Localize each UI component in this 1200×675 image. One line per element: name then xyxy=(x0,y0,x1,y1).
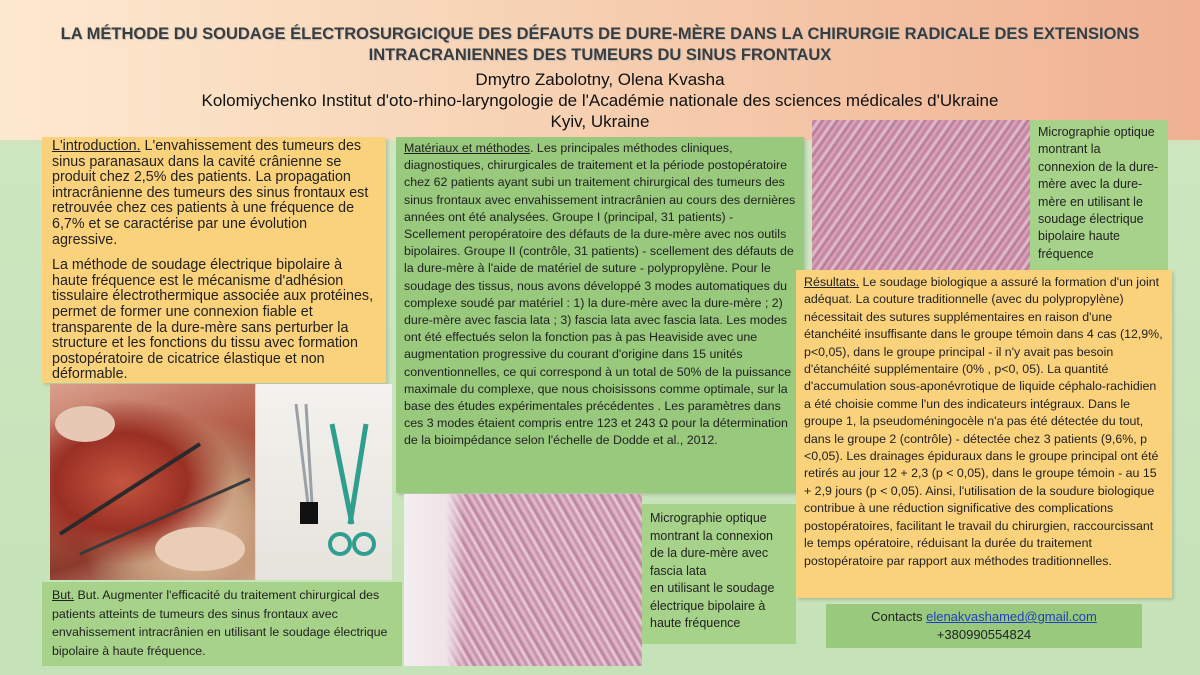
intro-heading: L'introduction. xyxy=(52,138,141,154)
micrograph-dura-dura-image xyxy=(812,120,1030,270)
results-heading: Résultats. xyxy=(804,275,860,289)
authors: Dmytro Zabolotny, Olena Kvasha xyxy=(475,70,725,89)
intro-text-1: L'envahissement des tumeurs des sinus paranasaux dans la cavité crânienne se produit chez 2,5% des patients. La propagation intracrânienne des tumeurs des sinus frontaux est retrouvée chez ces patients à une fréquence de 6,7% et se caractérise par une évolution agressive. xyxy=(52,138,369,248)
results-text: Le soudage biologique a assuré la formation d'un joint adéquat. La couture traditionnelle (avec du polypropylène) nécessitait des sutures supplémentaires en raison d'une étanchéité insuffisante dans le groupe témoin dans 4 cas (12,9%, p<0,05), dans le groupe principal - il n'y avait pas besoin d'étanchéité supplémentaire (0% , p<0, 05). La quantité d'accumulation sous-aponévrotique de liquide céphalo-rachidien a été choisie comme l'un des indicateurs intégraux. Dans le groupe 1, la pseudoméningocèle n'a pas été détectée du tout, dans le groupe 2 (contrôle) - détectée chez 3 patients (9,6%, p <0,05). Les drainages épiduraux dans le groupe principal ont été retirés au jour 12 + 2,3 (p < 0,05), dans le groupe témoin - au 15 + 2,9 jours (p < 0,05). Ainsi, l'utilisation de la soudure biologique contribue à une réduction significative des complications postopératoires, facilitant le travail du chirurgien, raccourcissant le temps opératoire, réduisant la durée du traitement postopératoire par rapport aux méthodes traditionnelles. xyxy=(804,275,1163,568)
email-link[interactable]: elenakvashamed@gmail.com xyxy=(926,609,1097,624)
micrograph-2-caption xyxy=(642,504,796,644)
city: Kyiv, Ukraine xyxy=(550,112,650,131)
phone-number: +380990554824 xyxy=(936,627,1032,642)
materials-heading: Matériaux et méthodes xyxy=(404,141,531,155)
micrograph-dura-fascia-image xyxy=(404,494,642,666)
bipolar-forceps-photo xyxy=(256,384,392,580)
introduction-box xyxy=(42,137,386,383)
poster-title: LA MÉTHODE DU SOUDAGE ÉLECTROSURGICIQUE DES DÉFAUTS DE DURE-MÈRE DANS LA CHIRURGIE RADICALE DES EXTENSIONS INTRACRANIENNES DES TUMEURS DU SINUS FRONTAUX xyxy=(60,25,1140,64)
micro2-caption-line1: Micrographie optique montrant la connexion de la dure-mère avec fascia lata xyxy=(650,511,773,578)
surgical-instruments-drawing xyxy=(50,384,255,580)
goal-heading: But. xyxy=(52,588,75,602)
micrograph-1-caption: Micrographie optique montrant la connexion de la dure-mère avec la dure-mère en utilisant le soudage électrique bipolaire haute fréquence xyxy=(1030,120,1168,270)
micro2-caption-line2: en utilisant le soudage électrique bipolaire à haute fréquence xyxy=(650,581,775,630)
surgery-photo xyxy=(50,384,255,580)
poster-header xyxy=(0,0,1200,140)
forceps-drawing xyxy=(256,384,392,580)
contacts-label: Contacts xyxy=(871,609,927,624)
results-box xyxy=(796,270,1172,598)
materials-text: . Les principales méthodes cliniques, diagnostiques, chirurgicales de traitement et la période postopératoire chez 62 patients ayant subi un traitement chirurgical des tumeurs des sinus frontaux avec envahissement intracrânien au cours des dernières années ont été analysées. Groupe I (principal, 31 patients) - Scellement peropératoire des défauts de la dure-mère avec nos outils bipolaires. Groupe II (contrôle, 31 patients) - scellement des défauts de la dure-mère à l'aide de matériel de suture - polypropylène. Pour le soudage des tissus, nous avons développé 3 modes automatiques du complexe soudé par matériel : 1) la dure-mère avec la dure-mère ; 2) dure-mère avec fascia lata ; 3) fascia lata avec fascia lata. Les modes ont été effectués selon la fonction pas à pas Heaviside avec une augmentation progressive du courant d'origine dans 15 unités conventionnelles, ce qui correspond à un total de 50% de la puissance maximale du complexe, que nous choisissons comme optimale, sur la base des études expérimentales précédentes . Les paramètres dans ces 3 modes étaient compris entre 123 et 243 Ω pour la détermination de la bioimpédance selon l'échelle de Dodde et al., 2012. xyxy=(404,141,796,448)
contacts-box xyxy=(826,604,1142,648)
institution: Kolomiychenko Institut d'oto-rhino-laryngologie de l'Académie nationale des sciences médicales d'Ukraine xyxy=(201,91,999,110)
intro-paragraph-2: La méthode de soudage électrique bipolaire à haute fréquence est le mécanisme d'adhésion tissulaire électrothermique associée aux protéines, permet de former une connexion fiable et transparente de la dure-mère sans perturber la structure et les fonctions du tissu avec formation postopératoire de cicatrice élastique et non déformable. xyxy=(52,257,374,383)
materials-methods-box xyxy=(396,137,804,493)
goal-text: But. Augmenter l'efficacité du traitement chirurgical des patients atteints de tumeurs des sinus frontaux avec envahissement intracrânien en utilisant le soudage électrique bipolaire à haute fréquence. xyxy=(52,588,388,658)
intro-paragraph-1 xyxy=(52,139,376,248)
goal-box xyxy=(42,582,402,666)
contacts-line xyxy=(834,608,1134,626)
